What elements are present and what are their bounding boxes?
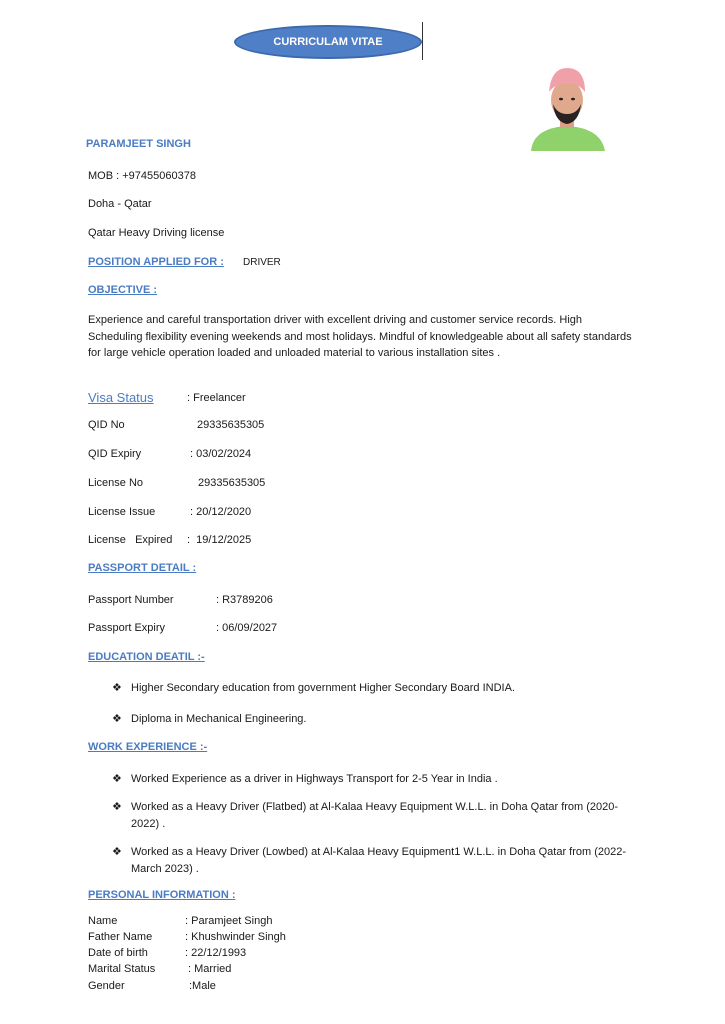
divider-line [422,22,423,60]
license-issue-label: License Issue [88,506,156,518]
visa-status-value: : Freelancer [187,392,246,404]
qid-no-value: 29335635305 [197,419,265,431]
personal-value: : Paramjeet Singh [185,915,273,927]
education-item: Higher Secondary education from government Higher Secondary Board INDIA. [131,682,515,694]
education-heading: EDUCATION DEATIL :- [88,651,205,663]
passport-expiry-value: : 06/09/2027 [216,622,278,634]
profile-photo [527,64,608,151]
work-item: Worked Experience as a driver in Highways Transport for 2-5 Year in India . [131,773,498,785]
personal-info-heading: PERSONAL INFORMATION : [88,889,236,901]
passport-heading: PASSPORT DETAIL : [88,562,197,574]
passport-expiry-label: Passport Expiry [88,622,166,634]
bullet-icon: ❖ [112,682,122,694]
bullet-icon: ❖ [112,713,122,725]
cv-title: CURRICULAM VITAE [273,36,383,48]
driving-license: Qatar Heavy Driving license [88,227,225,239]
cv-title-banner [234,25,422,59]
visa-status-heading: Visa Status [88,390,154,405]
education-item: Diploma in Mechanical Engineering. [131,713,307,725]
license-no-value: 29335635305 [198,477,266,489]
work-experience-heading: WORK EXPERIENCE :- [88,741,208,753]
qid-expiry-label: QID Expiry [88,448,142,460]
license-no-label: License No [88,477,144,489]
objective-text: Experience and careful transportation driver with excellent driving and customer service records. High Scheduling flexibility evening weekends and most holidays. Mindful of knowledgeable about all safety standards for large vehicle operation loaded and unloaded material to various installation sites . [88,314,632,359]
bullet-icon: ❖ [112,846,122,858]
bullet-icon: ❖ [112,801,122,813]
qid-expiry-value: : 03/02/2024 [190,448,252,460]
personal-label: Gender [88,980,125,992]
license-issue-value: : 20/12/2020 [190,506,252,518]
personal-label: Date of birth [88,947,148,959]
candidate-name: PARAMJEET SINGH [86,138,191,150]
position-heading: POSITION APPLIED FOR : [88,256,224,268]
work-item: Worked as a Heavy Driver (Lowbed) at Al-Kalaa Heavy Equipment1 W.L.L. in Doha Qatar from (2022-March 2023) . [131,846,627,875]
qid-no-label: QID No [88,419,125,431]
position-value: DRIVER [243,257,281,268]
personal-label: Marital Status [88,963,156,975]
work-item: Worked as a Heavy Driver (Flatbed) at Al-Kalaa Heavy Equipment W.L.L. in Doha Qatar from (2020-2022) . [131,801,619,830]
license-expired-value: : 19/12/2025 [187,534,252,546]
bullet-icon: ❖ [112,773,122,785]
personal-value: : Married [188,963,232,975]
person-photo-icon [527,64,608,151]
passport-number-value: : R3789206 [216,594,273,606]
license-expired-label: License Expired [88,534,173,546]
mobile-number: MOB : +97455060378 [88,170,196,182]
personal-value: : 22/12/1993 [185,947,247,959]
personal-label: Father Name [88,931,153,943]
personal-label: Name [88,915,118,927]
personal-value: :Male [189,980,216,992]
location: Doha - Qatar [88,198,152,210]
passport-number-label: Passport Number [88,594,174,606]
objective-heading: OBJECTIVE : [88,284,158,296]
personal-value: : Khushwinder Singh [185,931,286,943]
